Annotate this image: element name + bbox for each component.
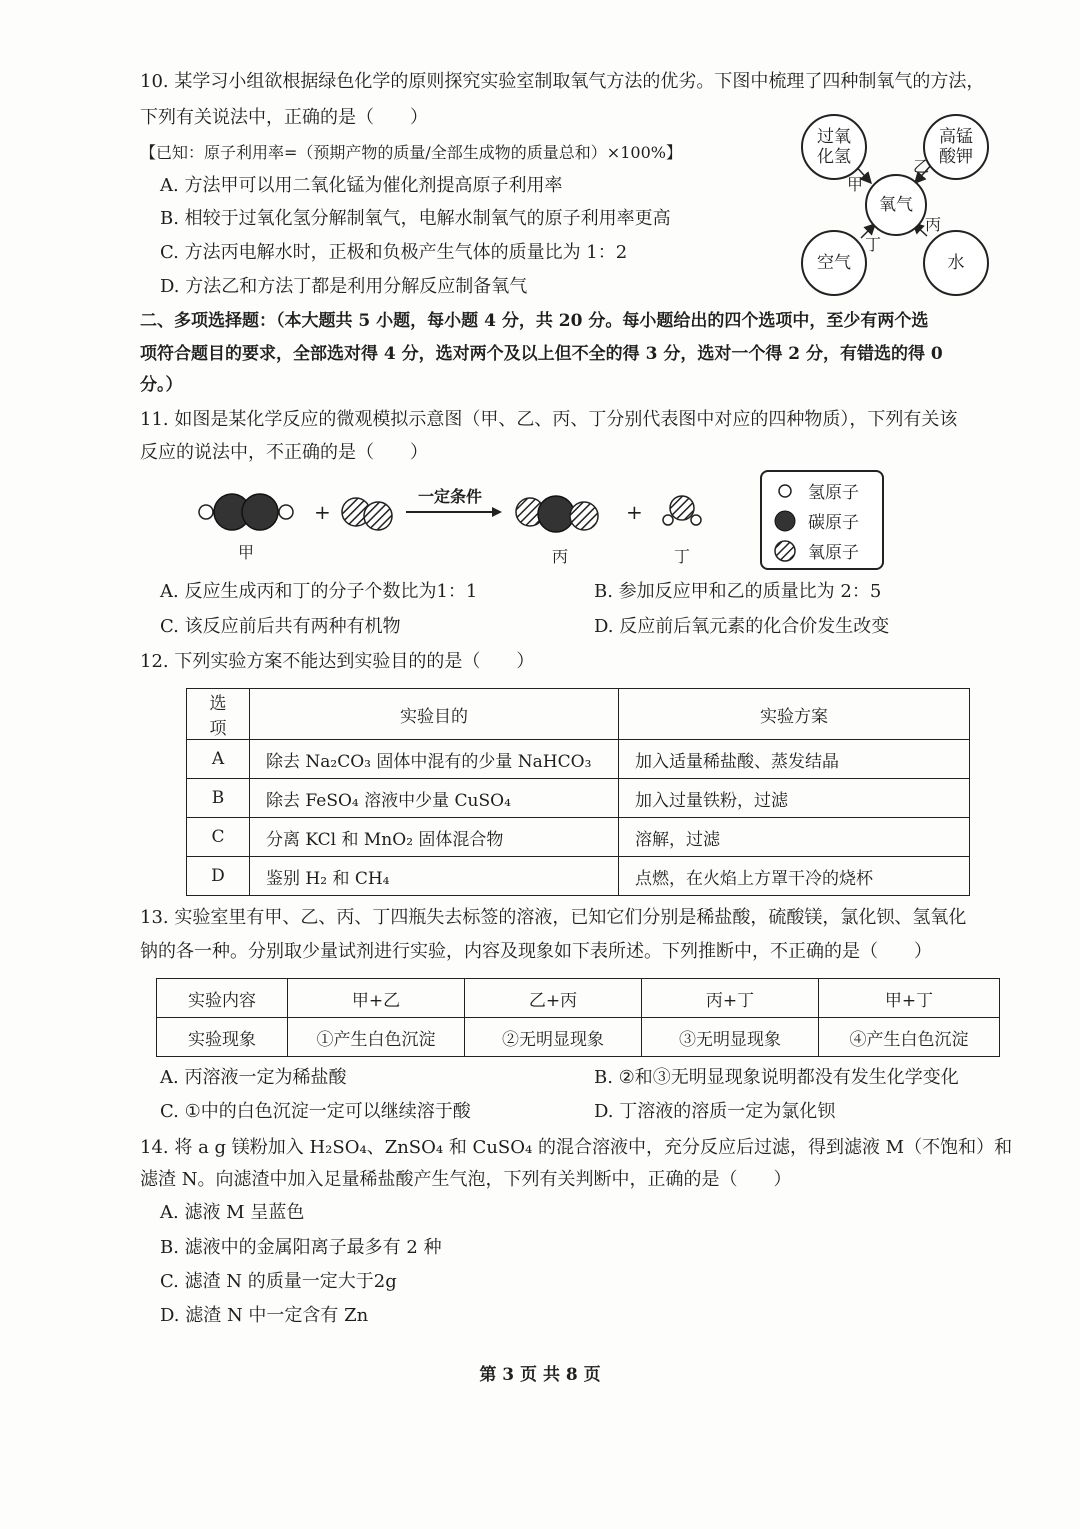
row-c-option: C — [187, 818, 250, 857]
molecule-ding — [663, 496, 701, 525]
q11-line1: 11. 如图是某化学反应的微观模拟示意图（甲、乙、丙、丁分别代表图中对应的四种物质），下列有关该 — [140, 409, 958, 430]
q14-option-d: D. 滤渣 N 中一定含有 Zn — [160, 1305, 369, 1326]
table-row — [187, 857, 970, 896]
q13-option-a: A. 丙溶液一定为稀盐酸 — [160, 1067, 347, 1088]
q14-line1: 14. 将 a g 镁粉加入 H₂SO₄、ZnSO₄ 和 CuSO₄ 的混合溶液中，充分反应后过滤，得到滤液 M（不饱和）和 — [140, 1137, 1013, 1158]
q10-line2: 下列有关说法中，正确的是（ ） — [140, 107, 428, 128]
q10-option-a: A. 方法甲可以用二氧化锰为催化剂提高原子利用率 — [160, 175, 563, 196]
molecule-jia — [199, 494, 293, 530]
oxygen-methods-diagram — [795, 108, 995, 298]
row-d-option: D — [187, 857, 250, 896]
q13-line2: 钠的各一种。分别取少量试剂进行实验，内容及现象如下表所述。下列推断中，不正确的是（ ） — [140, 941, 932, 962]
q10-known: 【已知：原子利用率=（预期产物的质量/全部生成物的质量总和）×100%】 — [140, 143, 682, 162]
header-option: 选项 — [187, 689, 250, 740]
table-row — [187, 818, 970, 857]
table-header-row — [187, 689, 970, 740]
page-number: 第 3 页 共 8 页 — [479, 1365, 601, 1385]
q14-line2: 滤渣 N。向滤渣中加入足量稀盐酸产生气泡，下列有关判断中，正确的是（ ） — [140, 1169, 792, 1190]
q13-r2c3: ②无明显现象 — [465, 1018, 642, 1057]
label-jia: 甲 — [847, 175, 864, 194]
q13-r1c2: 甲+乙 — [288, 979, 465, 1018]
reaction-diagram — [190, 470, 910, 580]
q13-option-b: B. ②和③无明显现象说明都没有发生化学变化 — [594, 1067, 959, 1088]
q13-r2c2: ①产生白色沉淀 — [288, 1018, 465, 1057]
q12-table — [186, 688, 970, 896]
hydrogen-atom-icon — [774, 480, 796, 502]
q13-line1: 13. 实验室里有甲、乙、丙、丁四瓶失去标签的溶液，已知它们分别是稀盐酸，硫酸镁，氯化钡、氢氧化 — [140, 907, 967, 928]
q14-option-a: A. 滤液 M 呈蓝色 — [160, 1202, 305, 1223]
row-b-plan: 加入过量铁粉，过滤 — [619, 779, 970, 818]
air-circle: 空气 — [801, 230, 867, 296]
q10-option-c: C. 方法丙电解水时，正极和负极产生气体的质量比为 1：2 — [160, 242, 628, 263]
section2-line3: 分。） — [140, 375, 183, 395]
label-ding: 丁 — [865, 235, 882, 254]
row-a-purpose: 除去 Na₂CO₃ 固体中混有的少量 NaHCO₃ — [250, 740, 619, 779]
q10-option-d: D. 方法乙和方法丁都是利用分解反应制备氧气 — [160, 276, 528, 297]
q13-r2c5: ④产生白色沉淀 — [819, 1018, 1000, 1057]
row-d-plan: 点燃，在火焰上方罩干冷的烧杯 — [619, 857, 970, 896]
legend-oxygen: 氧原子 — [808, 543, 859, 563]
q13-r2c1: 实验现象 — [157, 1018, 288, 1057]
label-bing: 丙 — [925, 215, 942, 234]
q11-line2: 反应的说法中，不正确的是（ ） — [140, 442, 428, 463]
q13-table — [156, 978, 1000, 1057]
table-row — [187, 740, 970, 779]
carbon-atom-icon — [774, 510, 796, 532]
label-jia-molecule: 甲 — [238, 543, 255, 562]
q13-r1c5: 甲+丁 — [819, 979, 1000, 1018]
legend-hydrogen: 氢原子 — [808, 483, 859, 503]
header-purpose: 实验目的 — [250, 689, 619, 740]
q13-option-d: D. 丁溶液的溶质一定为氯化钡 — [594, 1101, 836, 1122]
oxygen-atom-icon — [774, 540, 796, 562]
table-row — [157, 979, 1000, 1018]
q13-option-c: C. ①中的白色沉淀一定可以继续溶于酸 — [160, 1101, 471, 1122]
plus-1: + — [314, 500, 331, 524]
table-row — [157, 1018, 1000, 1057]
h2o2-circle: 过氧化氢 — [801, 114, 867, 180]
plus-2: + — [626, 500, 643, 524]
reaction-condition: 一定条件 — [418, 487, 483, 506]
label-bing-molecule: 丙 — [552, 547, 569, 566]
water-circle: 水 — [923, 230, 989, 296]
kmno4-circle: 高锰酸钾 — [923, 114, 989, 180]
legend-carbon: 碳原子 — [808, 513, 859, 533]
label-ding-molecule: 丁 — [674, 547, 691, 566]
q13-r1c4: 丙+丁 — [642, 979, 819, 1018]
header-plan: 实验方案 — [619, 689, 970, 740]
q13-r2c4: ③无明显现象 — [642, 1018, 819, 1057]
q10-option-b: B. 相较于过氧化氢分解制氧气，电解水制氧气的原子利用率更高 — [160, 208, 671, 229]
row-a-option: A — [187, 740, 250, 779]
atom-legend — [760, 470, 884, 570]
q10-line1: 10. 某学习小组欲根据绿色化学的原则探究实验室制取氧气方法的优劣。下图中梳理了四种制氧气的方法， — [140, 71, 985, 92]
molecule-bing — [516, 496, 598, 532]
q13-r1c3: 乙+丙 — [465, 979, 642, 1018]
q12-line1: 12. 下列实验方案不能达到实验目的的是（ ） — [140, 651, 535, 672]
q11-option-c: C. 该反应前后共有两种有机物 — [160, 616, 401, 637]
molecule-yi — [342, 498, 392, 530]
table-row — [187, 779, 970, 818]
oxygen-circle: 氧气 — [865, 174, 927, 236]
q14-option-b: B. 滤液中的金属阳离子最多有 2 种 — [160, 1237, 442, 1258]
section2-line1: 二、多项选择题：（本大题共 5 小题，每小题 4 分，共 20 分。每小题给出的四个选项中，至少有两个选 — [140, 311, 929, 331]
row-c-purpose: 分离 KCl 和 MnO₂ 固体混合物 — [250, 818, 619, 857]
row-d-purpose: 鉴别 H₂ 和 CH₄ — [250, 857, 619, 896]
row-b-option: B — [187, 779, 250, 818]
q14-option-c: C. 滤渣 N 的质量一定大于2g — [160, 1271, 397, 1292]
q11-option-b: B. 参加反应甲和乙的质量比为 2：5 — [594, 581, 882, 602]
q13-r1c1: 实验内容 — [157, 979, 288, 1018]
section2-line2: 项符合题目的要求，全部选对得 4 分，选对两个及以上但不全的得 3 分，选对一个得 2 分，有错选的得 0 — [140, 344, 943, 364]
row-c-plan: 溶解，过滤 — [619, 818, 970, 857]
q11-option-d: D. 反应前后氧元素的化合价发生改变 — [594, 616, 890, 637]
label-yi: 乙 — [913, 157, 930, 176]
row-a-plan: 加入适量稀盐酸、蒸发结晶 — [619, 740, 970, 779]
q11-option-a: A. 反应生成丙和丁的分子个数比为1：1 — [160, 581, 478, 602]
row-b-purpose: 除去 FeSO₄ 溶液中少量 CuSO₄ — [250, 779, 619, 818]
